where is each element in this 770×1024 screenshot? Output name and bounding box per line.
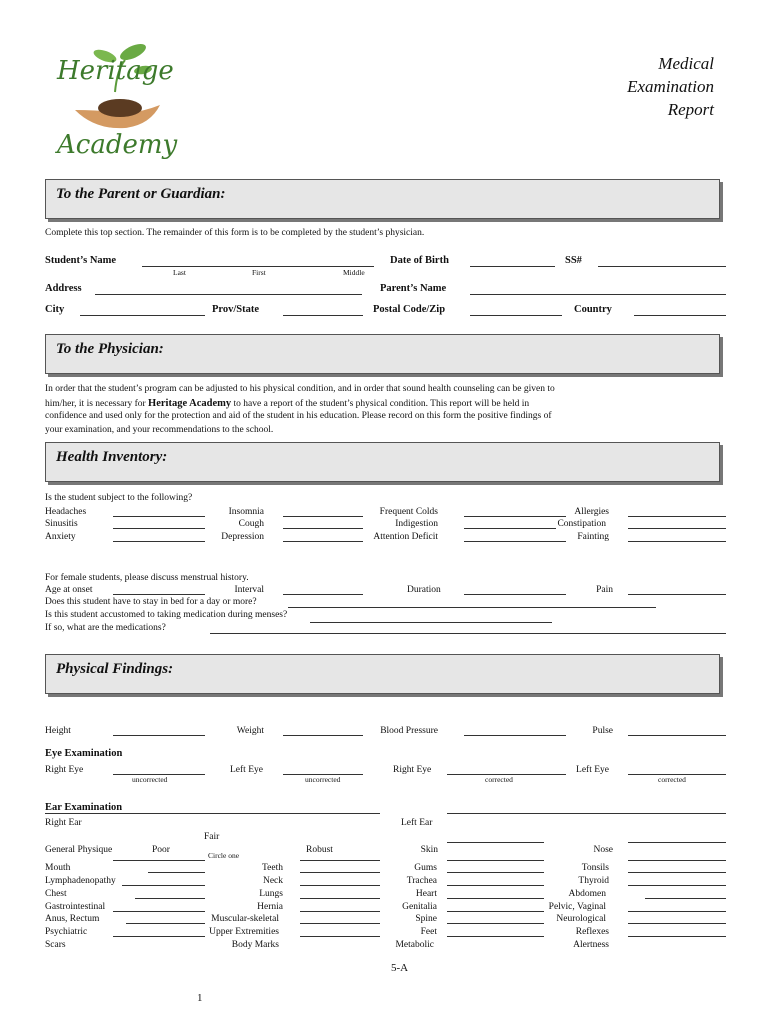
nose-field[interactable] (628, 860, 726, 861)
spine-field[interactable] (447, 923, 544, 924)
bed-field[interactable] (288, 607, 656, 608)
right-ear-field[interactable] (447, 842, 544, 843)
height-label: Height (45, 726, 71, 736)
depression-field[interactable] (283, 541, 363, 542)
uncorrected-caption-2: uncorrected (305, 775, 341, 784)
gastro-field[interactable] (113, 911, 205, 912)
academy-name: Heritage Academy (148, 398, 232, 409)
frequent-colds-field[interactable] (464, 516, 566, 517)
age-onset-label: Age at onset (45, 585, 93, 595)
col4-alertness: Alertness (573, 940, 609, 950)
col3-genitalia: Genitalia (402, 902, 437, 912)
right-ear-label: Right Ear (45, 818, 82, 828)
ss-field[interactable] (598, 266, 726, 267)
skin-field[interactable] (447, 860, 544, 861)
first-caption: First (252, 268, 266, 277)
lymph-field[interactable] (122, 885, 205, 886)
headaches-field[interactable] (113, 516, 205, 517)
student-name-label: Student’s Name (45, 255, 117, 266)
teeth-field[interactable] (300, 872, 380, 873)
cough-field[interactable] (283, 528, 363, 529)
col4-pelvic: Pelvic, Vaginal (548, 902, 606, 912)
item-attention-deficit: Attention Deficit (373, 532, 438, 542)
physician-section-header (45, 334, 720, 374)
abdomen-field[interactable] (645, 898, 726, 899)
female-note: For female students, please discuss menstrual history. (45, 573, 249, 583)
health-heading: Health Inventory: (56, 449, 168, 465)
left-ear-field[interactable] (628, 842, 726, 843)
hernia-field[interactable] (300, 911, 380, 912)
left-eye-uncorrected-label: Left Eye (230, 765, 263, 775)
psych-field[interactable] (113, 936, 205, 937)
health-question: Is the student subject to the following? (45, 493, 193, 503)
mouth-field[interactable] (148, 872, 205, 873)
physician-heading: To the Physician: (56, 341, 164, 357)
col3-gums: Gums (414, 863, 437, 873)
medications-question: If so, what are the medications? (45, 623, 166, 633)
physician-text-2b: to have a report of the student’s physical condition. This report will be held in (233, 399, 530, 409)
ear-exam-heading: Ear Examination (45, 802, 123, 813)
col1-mouth: Mouth (45, 863, 71, 873)
col4-tonsils: Tonsils (581, 863, 609, 873)
col1-anus: Anus, Rectum (45, 914, 100, 924)
circle-one-note: Circle one (208, 851, 240, 860)
anus-field[interactable] (126, 923, 205, 924)
item-frequent-colds: Frequent Colds (379, 507, 438, 517)
col4-abdomen: Abdomen (568, 889, 606, 899)
item-anxiety: Anxiety (45, 532, 76, 542)
title-line-2: Examination (627, 77, 714, 96)
col2-upper-ext: Upper Extremities (209, 927, 279, 937)
col1-psych: Psychiatric (45, 927, 88, 937)
item-indigestion: Indigestion (395, 519, 438, 529)
postal-label: Postal Code/Zip (373, 304, 446, 315)
medication-question: Is this student accustomed to taking medication during menses? (45, 610, 288, 620)
trachea-field[interactable] (447, 885, 544, 886)
col2-teeth: Teeth (262, 863, 283, 873)
allergies-field[interactable] (628, 516, 726, 517)
col3-metabolic: Metabolic (395, 940, 434, 950)
page-number: 1 (197, 992, 203, 1004)
bed-question: Does this student have to stay in bed for a day or more? (45, 597, 257, 607)
physician-text-1: In order that the student’s program can be adjusted to his physical condition, and in order that sound health counseling can be given to (45, 384, 555, 394)
student-name-field[interactable] (142, 266, 374, 267)
form-code: 5-A (391, 962, 409, 974)
gums-field[interactable] (447, 872, 544, 873)
physician-text-2 (45, 398, 529, 409)
item-headaches: Headaches (45, 507, 87, 517)
title-line-3: Report (667, 100, 714, 119)
ear-exam-field[interactable] (45, 813, 380, 814)
col3-spine: Spine (415, 914, 437, 924)
robust-option[interactable]: Robust (306, 845, 333, 855)
dob-label: Date of Birth (390, 255, 449, 266)
col2-neck: Neck (262, 876, 283, 886)
postal-field[interactable] (470, 315, 562, 316)
upper-ext-field[interactable] (300, 936, 380, 937)
item-cough: Cough (238, 519, 264, 529)
anxiety-field[interactable] (113, 541, 205, 542)
duration-label: Duration (407, 585, 441, 595)
pain-label: Pain (596, 585, 613, 595)
col2-muscular: Muscular-skeletal (211, 914, 279, 924)
dob-field[interactable] (470, 266, 555, 267)
item-allergies: Allergies (574, 507, 609, 517)
parents-name-label: Parent’s Name (380, 283, 447, 294)
age-onset-field[interactable] (113, 594, 205, 595)
country-field[interactable] (634, 315, 726, 316)
right-eye-corrected-label: Right Eye (393, 765, 432, 775)
parent-section-header (45, 179, 720, 219)
insomnia-field[interactable] (283, 516, 363, 517)
physical-section-header (45, 654, 720, 694)
neck-field[interactable] (300, 885, 380, 886)
col2-body-marks: Body Marks (231, 940, 279, 950)
physician-text-3: confidence and used only for the protection and aid of the student in his education. Please record on this form the positive findings of (45, 411, 552, 421)
item-fainting: Fainting (577, 532, 609, 542)
item-depression: Depression (221, 532, 264, 542)
left-ear-label: Left Ear (401, 818, 433, 828)
physical-heading: Physical Findings: (56, 661, 174, 677)
neuro-field[interactable] (628, 923, 726, 924)
col1-lymph: Lymphadenopathy (45, 876, 116, 886)
corrected-caption-1: corrected (485, 775, 513, 784)
nose-label: Nose (593, 845, 613, 855)
prov-label: Prov/State (212, 304, 260, 315)
indigestion-field[interactable] (464, 528, 556, 529)
corrected-caption-2: corrected (658, 775, 686, 784)
pulse-field[interactable] (628, 735, 726, 736)
col2-lungs: Lungs (259, 889, 283, 899)
medications-field[interactable] (210, 633, 726, 634)
tonsils-field[interactable] (628, 872, 726, 873)
sinusitis-field[interactable] (113, 528, 205, 529)
poor-option[interactable]: Poor (152, 845, 170, 855)
col4-thyroid: Thyroid (578, 876, 609, 886)
uncorrected-caption-1: uncorrected (132, 775, 168, 784)
logo (55, 30, 178, 165)
constipation-field[interactable] (628, 528, 726, 529)
bp-label: Blood Pressure (380, 726, 438, 736)
weight-label: Weight (236, 726, 264, 736)
city-field[interactable] (80, 315, 205, 316)
bp-field[interactable] (464, 735, 566, 736)
general-physique-label: General Physique (45, 845, 113, 855)
parent-heading: To the Parent or Guardian: (56, 186, 226, 202)
physician-text-4: your examination, and your recommendations to the school. (45, 425, 274, 435)
logo-text-heritage: Heritage (57, 56, 174, 86)
col3-heart: Heart (415, 889, 437, 899)
health-section-header (45, 442, 720, 482)
col3-trachea: Trachea (406, 876, 437, 886)
reflexes-field[interactable] (628, 936, 726, 937)
heart-field[interactable] (447, 898, 544, 899)
fainting-field[interactable] (628, 541, 726, 542)
skin-label: Skin (420, 845, 438, 855)
height-field[interactable] (113, 735, 205, 736)
attention-deficit-field[interactable] (464, 541, 566, 542)
muscular-field[interactable] (300, 923, 380, 924)
pain-field[interactable] (628, 594, 726, 595)
parent-intro: Complete this top section. The remainder of this form is to be completed by the student’s physician. (45, 228, 425, 238)
right-eye-uncorrected-label: Right Eye (45, 765, 84, 775)
duration-field[interactable] (464, 594, 566, 595)
medication-field[interactable] (310, 622, 552, 623)
middle-caption: Middle (343, 268, 365, 277)
chest-field[interactable] (135, 898, 205, 899)
col1-chest: Chest (45, 889, 67, 899)
col1-gastro: Gastrointestinal (45, 902, 106, 912)
logo-text-academy: Academy (57, 130, 178, 160)
document-title (627, 52, 714, 121)
ss-label: SS# (565, 255, 582, 266)
prov-field[interactable] (283, 315, 363, 316)
left-eye-corrected-label: Left Eye (576, 765, 609, 775)
pelvic-field[interactable] (628, 911, 726, 912)
col4-reflexes: Reflexes (575, 927, 609, 937)
interval-field[interactable] (283, 594, 363, 595)
col3-feet: Feet (420, 927, 437, 937)
thyroid-field[interactable] (628, 885, 726, 886)
col2-hernia: Hernia (257, 902, 283, 912)
city-label: City (45, 304, 65, 315)
parents-name-field[interactable] (470, 294, 726, 295)
physician-text-2a: him/her, it is necessary for (45, 399, 146, 409)
country-label: Country (574, 304, 612, 315)
lungs-field[interactable] (300, 898, 380, 899)
interval-label: Interval (234, 585, 264, 595)
address-field[interactable] (95, 294, 362, 295)
eye-exam-heading: Eye Examination (45, 748, 123, 759)
item-insomnia: Insomnia (228, 507, 264, 517)
title-line-1: Medical (658, 54, 714, 73)
last-caption: Last (173, 268, 186, 277)
ear-exam-field-2[interactable] (447, 813, 726, 814)
col1-scars: Scars (45, 940, 66, 950)
general-physique-field[interactable] (113, 860, 205, 861)
col4-neuro: Neurological (556, 914, 606, 924)
item-sinusitis: Sinusitis (45, 519, 78, 529)
fair-option[interactable]: Fair (204, 832, 220, 842)
pulse-label: Pulse (592, 726, 613, 736)
robust-field[interactable] (300, 860, 380, 861)
genitalia-field[interactable] (447, 911, 544, 912)
item-constipation: Constipation (557, 519, 606, 529)
weight-field[interactable] (283, 735, 363, 736)
address-label: Address (45, 283, 82, 294)
feet-field[interactable] (447, 936, 544, 937)
